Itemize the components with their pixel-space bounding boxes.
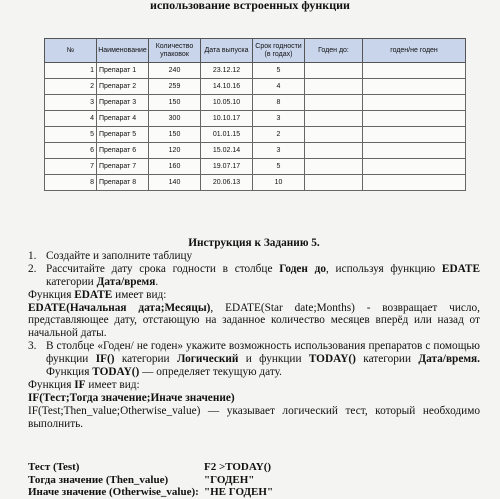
- cell: 1: [45, 63, 97, 79]
- edate-signature: EDATE(Начальная дата;Месяцы): [28, 301, 211, 314]
- cell: Препарат 7: [97, 159, 149, 175]
- heading-line: использование встроенных функции: [150, 0, 350, 12]
- cell: Препарат 5: [97, 127, 149, 143]
- cell: [363, 159, 466, 175]
- header-name: Наименование: [97, 39, 149, 63]
- instruction-item-1: [28, 250, 480, 263]
- table-header-row: [45, 39, 466, 63]
- cell: 8: [253, 95, 305, 111]
- table-row: [45, 95, 466, 111]
- table-row: [45, 111, 466, 127]
- header-shelf-life: Срок годности (в годах): [253, 39, 305, 63]
- data-table: [44, 38, 466, 191]
- cell: 2: [45, 79, 97, 95]
- cell: [305, 127, 363, 143]
- table-row: [45, 175, 466, 191]
- cell: 5: [253, 63, 305, 79]
- instruction-item-2: [28, 263, 480, 289]
- item-number: 3.: [28, 340, 37, 353]
- if-signature: IF(Тест;Тогда значение;Иначе значение): [28, 391, 235, 404]
- instructions: [28, 237, 480, 431]
- cell: [363, 79, 466, 95]
- cell: [363, 63, 466, 79]
- page-heading: [0, 0, 500, 12]
- cell: 01.01.15: [201, 127, 253, 143]
- table-row: [45, 159, 466, 175]
- cell: [305, 159, 363, 175]
- cell: 10.05.10: [201, 95, 253, 111]
- cell: 5: [45, 127, 97, 143]
- cell: [305, 111, 363, 127]
- if-description: IF(Test;Then_value;Otherwise_value) — указывает логический тест, который необходимо выполнить.: [28, 404, 480, 430]
- param-name: Тогда значение (Then_value): [28, 473, 169, 486]
- cell: 3: [253, 111, 305, 127]
- item-number: 2.: [28, 262, 37, 275]
- param-row: [28, 486, 273, 499]
- item-text: В столбце «Годен/ не годен» укажите возможность использования препаратов с помощью функции IF() категории Логический и функции TODAY() категории Дата/время. Функция TODAY() — определяет текущую дату.: [46, 340, 480, 379]
- if-intro: Функция IF имеет вид:: [28, 378, 140, 391]
- cell: [305, 95, 363, 111]
- param-row: [28, 461, 273, 474]
- cell: Препарат 2: [97, 79, 149, 95]
- cell: 150: [149, 95, 201, 111]
- cell: 23.12.12: [201, 63, 253, 79]
- instruction-item-3: [28, 340, 480, 379]
- cell: Препарат 6: [97, 143, 149, 159]
- cell: 3: [45, 95, 97, 111]
- cell: 14.10.16: [201, 79, 253, 95]
- header-release-date: Дата выпуска: [201, 39, 253, 63]
- table-row: [45, 143, 466, 159]
- cell: 5: [253, 159, 305, 175]
- param-value: "НЕ ГОДЕН": [204, 486, 274, 498]
- instructions-title: Инструкция к Заданию 5.: [188, 237, 320, 249]
- table-row: [45, 127, 466, 143]
- item-text: Создайте и заполните таблицу: [46, 249, 193, 262]
- header-valid-status: годен/не годен: [363, 39, 466, 63]
- cell: 3: [253, 143, 305, 159]
- cell: 8: [45, 175, 97, 191]
- cell: [305, 63, 363, 79]
- header-valid-until: Годен до:: [305, 39, 363, 63]
- cell: 15.02.14: [201, 143, 253, 159]
- edate-description: EDATE(Начальная дата;Месяцы), EDATE(Star date;Months) - возвращает число, представляющее дату, отстающую на заданное количество месяцев вперёд или назад от начальной даты.: [28, 301, 481, 340]
- cell: 300: [149, 111, 201, 127]
- item-text: Рассчитайте дату срока годности в столбце Годен до, используя функцию EDATE категории Дата/время.: [46, 262, 480, 288]
- cell: 7: [45, 159, 97, 175]
- cell: [363, 175, 466, 191]
- cell: 259: [149, 79, 201, 95]
- cell: Препарат 8: [97, 175, 149, 191]
- cell: 2: [253, 127, 305, 143]
- cell: 19.07.17: [201, 159, 253, 175]
- table-row: [45, 63, 466, 79]
- cell: Препарат 3: [97, 95, 149, 111]
- cell: 240: [149, 63, 201, 79]
- cell: 4: [45, 111, 97, 127]
- cell: [363, 143, 466, 159]
- cell: 4: [253, 79, 305, 95]
- cell: Препарат 4: [97, 111, 149, 127]
- cell: Препарат 1: [97, 63, 149, 79]
- cell: 6: [45, 143, 97, 159]
- cell: [363, 127, 466, 143]
- param-row: [28, 474, 273, 487]
- param-value: "ГОДЕН": [204, 473, 255, 486]
- cell: 120: [149, 143, 201, 159]
- cell: [305, 79, 363, 95]
- cell: 150: [149, 127, 201, 143]
- cell: 10: [253, 175, 305, 191]
- edate-intro: Функция EDATE имеет вид:: [28, 288, 167, 301]
- cell: [363, 111, 466, 127]
- cell: [305, 143, 363, 159]
- header-quantity: Количество упаковок: [149, 39, 201, 63]
- table-row: [45, 79, 466, 95]
- param-name: Иначе значение (Otherwise_value):: [28, 486, 199, 498]
- cell: 140: [149, 175, 201, 191]
- cell: [363, 95, 466, 111]
- if-parameters: [28, 461, 273, 499]
- param-value: F2 >TODAY(): [204, 461, 272, 473]
- cell: 10.10.17: [201, 111, 253, 127]
- cell: 20.06.13: [201, 175, 253, 191]
- item-number: 1.: [28, 249, 37, 262]
- cell: [305, 175, 363, 191]
- cell: 160: [149, 159, 201, 175]
- param-name: Тест (Test): [28, 461, 80, 473]
- header-number: №: [45, 39, 97, 63]
